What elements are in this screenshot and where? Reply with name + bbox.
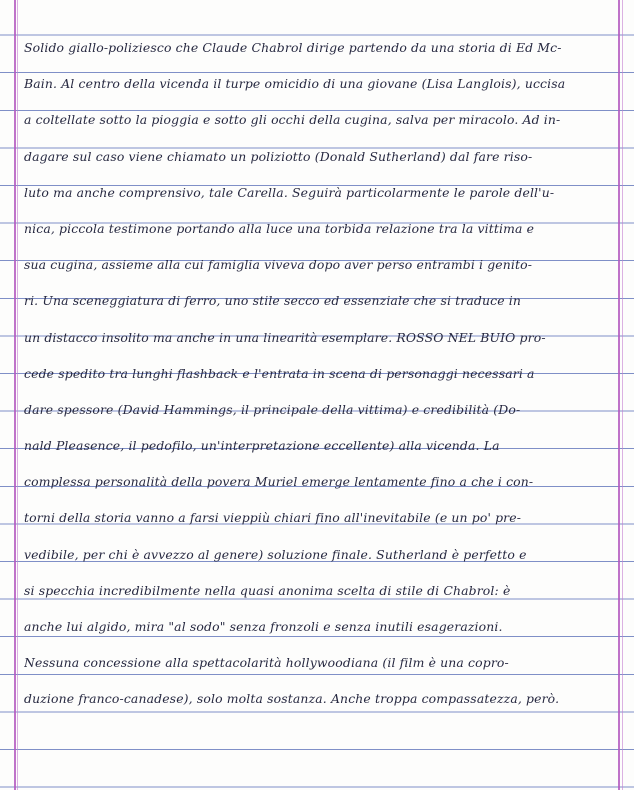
text-line: ri. Una sceneggiatura di ferro, uno stile secco ed essenziale che si traduce in	[24, 293, 522, 309]
text-line: vedibile, per chi è avvezzo al genere) soluzione finale. Sutherland è perfetto e	[24, 546, 527, 562]
text-line: nald Pleasence, il pedofilo, un'interpretazione eccellente) alla vicenda. La	[24, 438, 500, 454]
right-margin-line-inner	[622, 0, 623, 790]
text-line: duzione franco-canadese), solo molta sostanza. Anche troppa compassatezza, però.	[24, 691, 560, 707]
right-margin-line	[618, 0, 620, 790]
text-line: sua cugina, assieme alla cui famiglia viveva dopo aver perso entrambi i genito-	[24, 257, 533, 273]
text-line: anche lui algido, mira "al sodo" senza fronzoli e senza inutili esagerazioni.	[24, 619, 503, 634]
text-line: si specchia incredibilmente nella quasi anonima scelta di stile di Chabrol: è	[24, 582, 511, 598]
text-line: un distacco insolito ma anche in una linearità esemplare. ROSSO NEL BUIO pro-	[24, 329, 546, 345]
text-line: dagare sul caso viene chiamato un poliziotto (Donald Sutherland) dal fare riso-	[24, 148, 533, 164]
left-margin-line	[14, 0, 16, 790]
text-line: luto ma anche comprensivo, tale Carella. Seguirà particolarmente le parole dell'u-	[24, 184, 555, 200]
text-line: nica, piccola testimone portando alla luce una torbida relazione tra la vittima e	[24, 220, 535, 236]
text-line: Bain. Al centro della vicenda il turpe omicidio di una giovane (Lisa Langlois), uccisa	[24, 76, 566, 92]
text-line: dare spessore (David Hammings, il principale della vittima) e credibilità (Do-	[24, 401, 521, 417]
text-line: Solido giallo-poliziesco che Claude Chabrol dirige partendo da una storia di Ed Mc-	[24, 40, 562, 55]
text-line: a coltellate sotto la pioggia e sotto gli occhi della cugina, salva per miracolo. Ad in-	[24, 112, 561, 128]
left-margin-line-inner	[17, 0, 18, 790]
text-line: Nessuna concessione alla spettacolarità hollywoodiana (il film è una copro-	[24, 655, 509, 671]
text-line: complessa personalità della povera Muriel emerge lentamente fino a che i con-	[24, 474, 534, 490]
handwritten-text-block	[24, 30, 616, 718]
text-line: cede spedito tra lunghi flashback e l'entrata in scena di personaggi necessari a	[24, 365, 535, 381]
text-line: torni della storia vanno a farsi vieppiù chiari fino all'inevitabile (e un po' pre-	[24, 510, 522, 526]
